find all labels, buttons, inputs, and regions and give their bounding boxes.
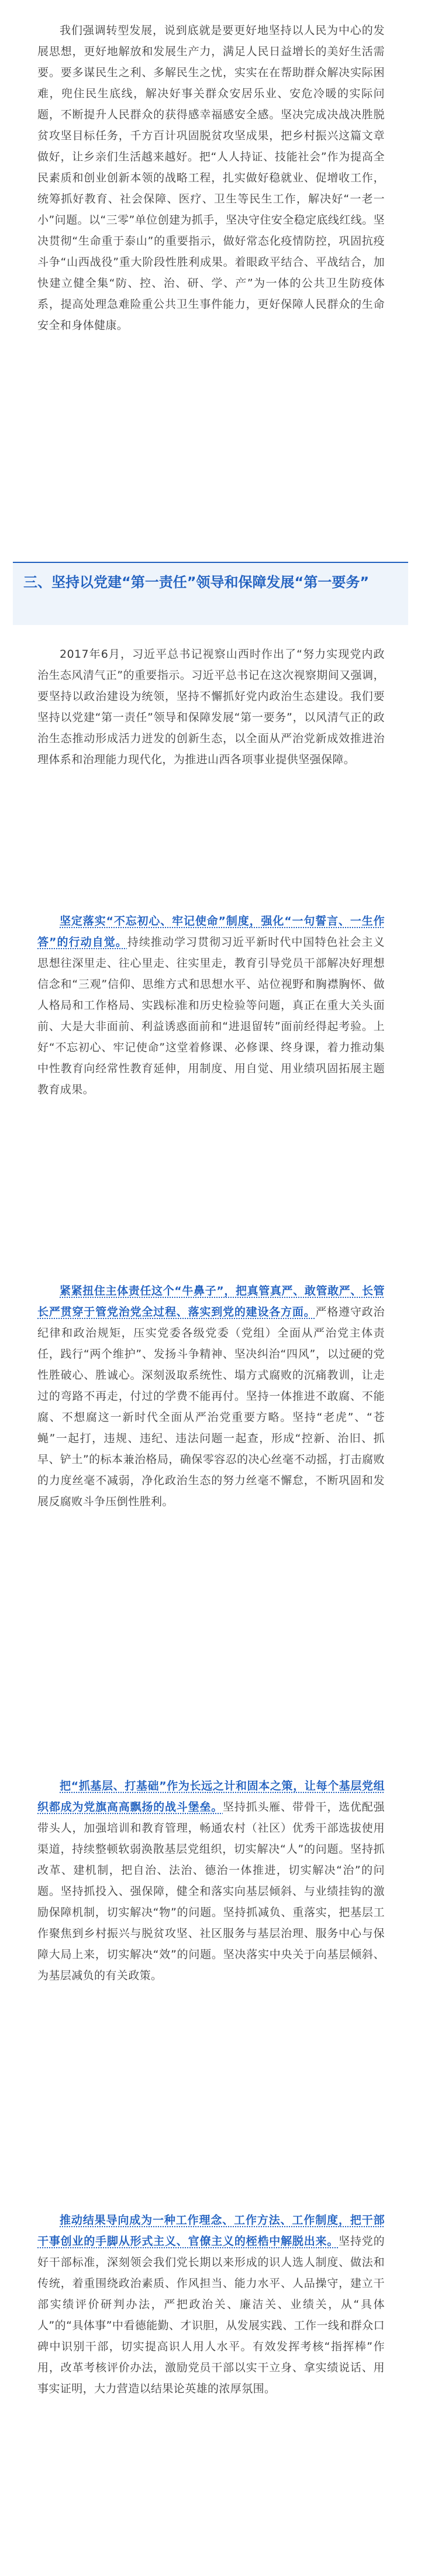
point-lead-3: 把“抓基层、打基础”作为长远之计和固本之策，让每个基层党组织都成为党旗高高飘扬的战斗堡垒。 [37, 1780, 385, 1813]
point-body-3: 坚持抓头雁、带骨干，选优配强带头人，加强培训和教育管理，畅通农村（社区）优秀干部选拔使用渠道，持续整顿软弱涣散基层党组织，切实解决“人”的问题。坚持抓改革、建机制，把自治、法治、德治一体推进，切实解决“治”的问题。坚持抓投入、强保障，健全和落实向基层倾斜、与业绩挂钩的激励保障机制，切实解决“物”的问题。坚持抓减负、重落实，把基层工作聚焦到乡村振兴与脱贫攻坚、社区服务与基层治理、服务中心与保障大局上来，切实解决“效”的问题。坚决落实中央关于向基层倾斜、为基层减负的有关政策。 [37, 1801, 385, 1982]
point-paragraph-1 [37, 911, 385, 1100]
intro-paragraph: 我们强调转型发展，说到底就是要更好地坚持以人民为中心的发展思想，更好地解放和发展生产力，满足人民日益增长的美好生活需要。要多谋民生之利、多解民生之忧，实实在在帮助群众解决实际困难，兜住民生底线，解决好事关群众安居乐业、安危冷暖的实际问题，不断提升人民群众的获得感幸福感安全感。坚决完成决战决胜脱贫攻坚目标任务，千方百计巩固脱贫攻坚成果，把乡村振兴这篇文章做好，让乡亲们生活越来越好。把“人人持证、技能社会”作为提高全民素质和创业创新本领的战略工程，扎实做好稳就业、促增收工作，统筹抓好教育、社会保障、医疗、卫生等民生工作，解决好“一老一小”问题。以“三零”单位创建为抓手，坚决守住安全稳定底线红线。坚决贯彻“生命重于泰山”的重要指示，做好常态化疫情防控，巩固抗疫斗争“山西战役”重大阶段性胜利成果。着眼政平结合、平战结合，加快建立健全集“防、控、治、研、学、产”为一体的公共卫生防疫体系，提高处理急难险重公共卫生事件能力，更好保障人民群众的生命安全和身体健康。 [37, 24, 385, 332]
point-paragraph-3 [37, 1775, 385, 1986]
point-paragraph-4 [37, 2210, 385, 2399]
section-heading-box [13, 562, 408, 625]
point-paragraph-2 [37, 1280, 385, 1512]
point-lead-1: 坚定落实“不忘初心、牢记使命”制度，强化“一句誓言、一生作答”的行动自觉。 [37, 915, 385, 949]
section-intro-paragraph: 2017年6月，习近平总书记视察山西时作出了“努力实现党内政治生态风清气正”的重要指示。习近平总书记在这次视察期间又强调，要坚持以政治建设为统领，坚持不懈抓好党内政治生态建设。我们要坚持以党建“第一责任”领导和保障发展“第一要务”，以风清气正的政治生态推动形成活力迸发的创新生态，以全面从严治党新成效推进治理体系和治理能力现代化，为推进山西各项事业提供坚强保障。 [37, 648, 385, 766]
point-lead-4: 推动结果导向成为一种工作理念、工作方法、工作制度，把干部干事创业的手脚从形式主义、官僚主义的桎梏中解脱出来。 [37, 2214, 385, 2248]
point-lead-2: 紧紧扭住主体责任这个“牛鼻子”，把真管真严、敢管敢严、长管长严贯穿于管党治党全过程、落实到党的建设各方面。 [37, 1284, 385, 1318]
point-body-4: 坚持党的好干部标准，深刻领会我们党长期以来形成的识人选人制度、做法和传统，着重围绕政治素质、作风担当、能力水平、人品操守，建立干部实绩评价研判办法，严把政治关、廉洁关、业绩关，从“具体人”的“具体事”中看德能勤、才识胆，从发展实践、工作一线和群众口碑中识别干部，切实提高识人用人水平。有效发挥考核“指挥棒”作用，改革考核评价办法，激励党员干部以实干立身、拿实绩说话、用事实证明，大力营造以结果论英雄的浓厚氛围。 [37, 2235, 385, 2395]
point-body-2: 严格遵守政治纪律和政治规矩，压实党委各级党委（党组）全面从严治党主体责任，践行“两个维护”、发扬斗争精神、坚决纠治“四风”，以过硬的党性胜破心、胜诚心。深刻汲取系统性、塌方式腐败的沉痛教训，让走过的弯路不再走，付过的学费不能再付。坚持一体推进不敢腐、不能腐、不想腐这一新时代全面从严治党重要方略。坚持“老虎”、“苍蝇”一起打，违规、违纪、违法问题一起查，形成“控新、治旧、抓早、铲土”的标本兼治格局，确保零容忍的决心丝毫不动摇，打击腐败的力度丝毫不减弱，净化政治生态的努力丝毫不懈怠，不断巩固和发展反腐败斗争压倒性胜利。 [37, 1306, 385, 1508]
point-body-1: 持续推动学习贯彻习近平新时代中国特色社会主义思想往深里走、往心里走、往实里走，教育引导党员干部解决好理想信念和“三观”信仰、思维方式和思想水平、站位视野和胸襟胸怀、做人格局和工作格局、实践标准和历史检验等问题，真正在重大关头面前、大是大非面前、利益诱惑面前和“进退留转”面前经得起考验。上好“不忘初心、牢记使命”这堂着修课、必修课、终身课，着力推动集中性教育向经常性教育延伸，用制度、用自觉、用业绩巩固拓展主题教育成果。 [37, 936, 385, 1096]
section-heading: 三、坚持以党建“第一责任”领导和保障发展“第一要务” [23, 574, 370, 590]
